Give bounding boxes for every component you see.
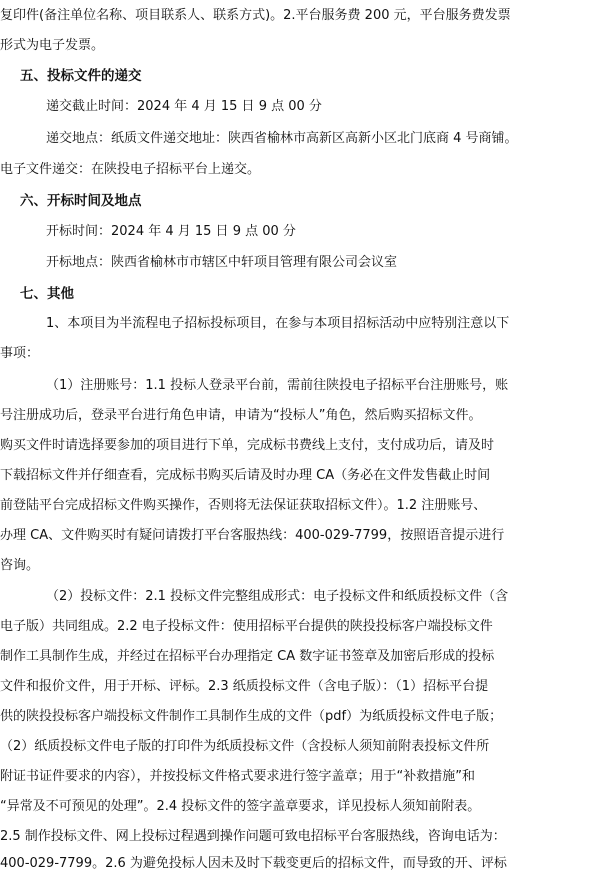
- paragraph-line: “异常及不可预见的处理”。2.4 投标文件的签字盖章要求，详见投标人须知前附表。: [0, 799, 481, 814]
- section-heading: 七、其他: [20, 286, 74, 302]
- paragraph-line: 电子文件递交：在陕投电子招标平台上递交。: [0, 162, 261, 177]
- paragraph-line: 400-029-7799。2.6 为避免投标人因未及时下载变更后的招标文件，而导致的开、评标: [0, 856, 507, 871]
- section-heading: 六、开标时间及地点: [20, 193, 142, 209]
- paragraph-line: 事项：: [0, 346, 40, 361]
- paragraph-line: 递交截止时间：2024 年 4 月 15 日 9 点 00 分: [46, 99, 322, 114]
- paragraph-line: 制作工具制作生成，并经过在招标平台办理指定 CA 数字证书签章及加密后形成的投标: [0, 649, 495, 664]
- paragraph-line: 电子版）共同组成。2.2 电子投标文件：使用招标平台提供的陕投投标客户端投标文件: [0, 619, 493, 634]
- paragraph-line: （1）注册账号：1.1 投标人登录平台前，需前往陕投电子招标平台注册账号，账: [46, 378, 509, 393]
- paragraph-line: 附证书证件要求的内容），并按投标文件格式要求进行签字盖章；用于“补救措施”和: [0, 769, 475, 784]
- paragraph-line: 递交地点：纸质文件递交地址：陕西省榆林市高新区高新小区北门底商 4 号商铺。: [46, 131, 518, 146]
- paragraph-line: 号注册成功后，登录平台进行角色申请，申请为“投标人”角色，然后购买招标文件。: [0, 408, 482, 423]
- paragraph-line: 购买文件时请选择要参加的项目进行下单，完成标书费线上支付，支付成功后，请及时: [0, 438, 495, 453]
- paragraph-line: （2）投标文件：2.1 投标文件完整组成形式：电子投标文件和纸质投标文件（含: [46, 589, 509, 604]
- paragraph-line: 形式为电子发票。: [0, 38, 105, 53]
- paragraph-line: 前登陆平台完成招标文件购买操作，否则将无法保证获取招标文件）。1.2 注册账号、: [0, 498, 487, 513]
- paragraph-line: （2）纸质投标文件电子版的打印件为纸质投标文件（含投标人须知前附表投标文件所: [0, 739, 490, 754]
- section-heading: 五、投标文件的递交: [20, 68, 142, 84]
- paragraph-line: 1、本项目为半流程电子招标投标项目，在参与本项目招标活动中应特别注意以下: [46, 316, 510, 331]
- paragraph-line: 咨询。: [0, 558, 40, 573]
- paragraph-line: 下载招标文件并仔细查看，完成标书购买后请及时办理 CA（务必在文件发售截止时间: [0, 468, 491, 483]
- paragraph-line: 供的陕投投标客户端投标文件制作工具制作生成的文件（pdf）为纸质投标文件电子版；: [0, 709, 503, 724]
- paragraph-line: 开标地点：陕西省榆林市市辖区中轩项目管理有限公司会议室: [46, 255, 398, 270]
- paragraph-line: 2.5 制作投标文件、网上投标过程遇到操作问题可致电招标平台客服热线，咨询电话为：: [0, 829, 506, 844]
- paragraph-line: 办理 CA、文件购买时有疑问请拨打平台客服热线：400-029-7799，按照语音提示进行: [0, 528, 505, 543]
- paragraph-line: 复印件(备注单位名称、项目联系人、联系方式)。2.平台服务费 200 元，平台服务费发票: [0, 8, 511, 23]
- paragraph-line: 文件和报价文件，用于开标、评标。2.3 纸质投标文件（含电子版）：（1）招标平台提: [0, 679, 489, 694]
- paragraph-line: 开标时间：2024 年 4 月 15 日 9 点 00 分: [46, 224, 296, 239]
